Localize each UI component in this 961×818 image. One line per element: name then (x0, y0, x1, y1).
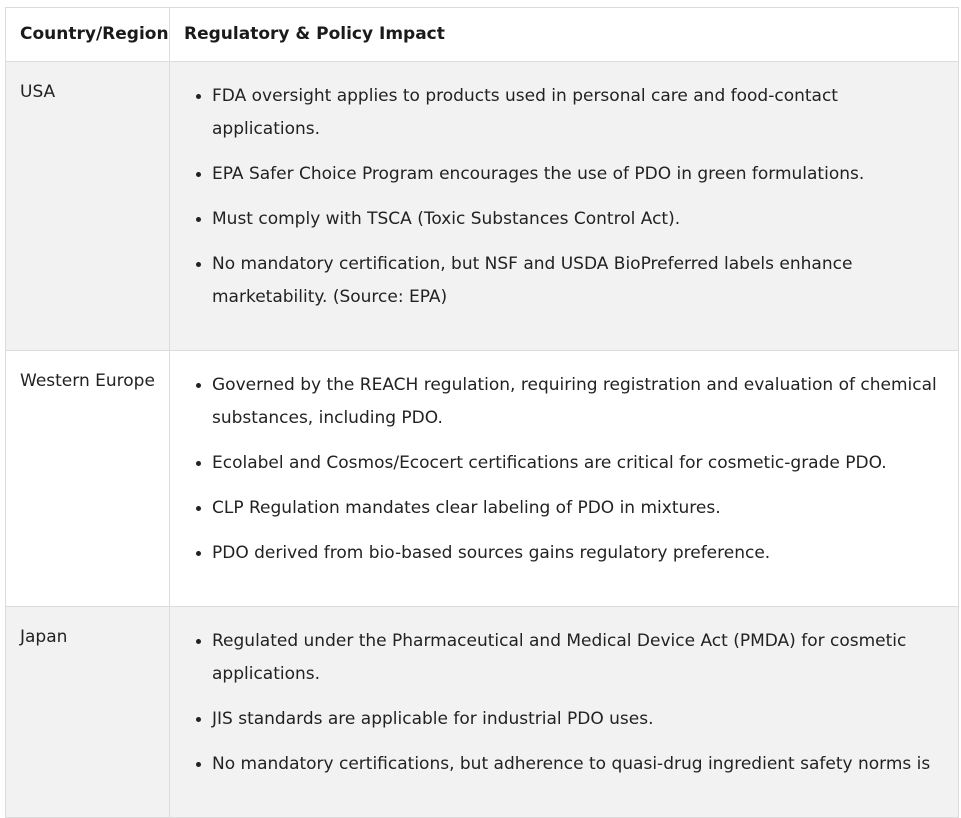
regulatory-table (5, 7, 959, 818)
list-item: • EPA Safer Choice Program encourages the use of PDO in green formulations. (212, 158, 942, 191)
column-header-country-region: Country/Region (6, 8, 170, 62)
list-item: • Governed by the REACH regulation, requiring registration and evaluation of chemical substances, including PDO. (212, 369, 942, 435)
impact-cell-japan (170, 607, 959, 818)
region-cell-usa: USA (6, 62, 170, 351)
list-item: • JIS standards are applicable for industrial PDO uses. (212, 703, 942, 736)
table-row (6, 607, 959, 818)
table-header-row (6, 8, 959, 62)
list-item: • No mandatory certifications, but adherence to quasi-drug ingredient safety norms is (212, 748, 942, 781)
region-cell-western-europe: Western Europe (6, 351, 170, 607)
impact-list (190, 80, 942, 314)
region-cell-japan: Japan (6, 607, 170, 818)
impact-list (190, 625, 942, 781)
impact-list (190, 369, 942, 570)
list-item: • PDO derived from bio-based sources gains regulatory preference. (212, 537, 942, 570)
regulatory-table-container (5, 7, 958, 818)
column-header-regulatory-impact: Regulatory & Policy Impact (170, 8, 959, 62)
table-row (6, 62, 959, 351)
list-item: • CLP Regulation mandates clear labeling of PDO in mixtures. (212, 492, 942, 525)
list-item: • FDA oversight applies to products used in personal care and food-contact applications. (212, 80, 942, 146)
list-item: • Must comply with TSCA (Toxic Substances Control Act). (212, 203, 942, 236)
impact-cell-usa (170, 62, 959, 351)
list-item: • Regulated under the Pharmaceutical and Medical Device Act (PMDA) for cosmetic applications. (212, 625, 942, 691)
table-row (6, 351, 959, 607)
list-item: • Ecolabel and Cosmos/Ecocert certifications are critical for cosmetic-grade PDO. (212, 447, 942, 480)
impact-cell-western-europe (170, 351, 959, 607)
list-item: • No mandatory certification, but NSF and USDA BioPreferred labels enhance marketability. (Source: EPA) (212, 248, 942, 314)
